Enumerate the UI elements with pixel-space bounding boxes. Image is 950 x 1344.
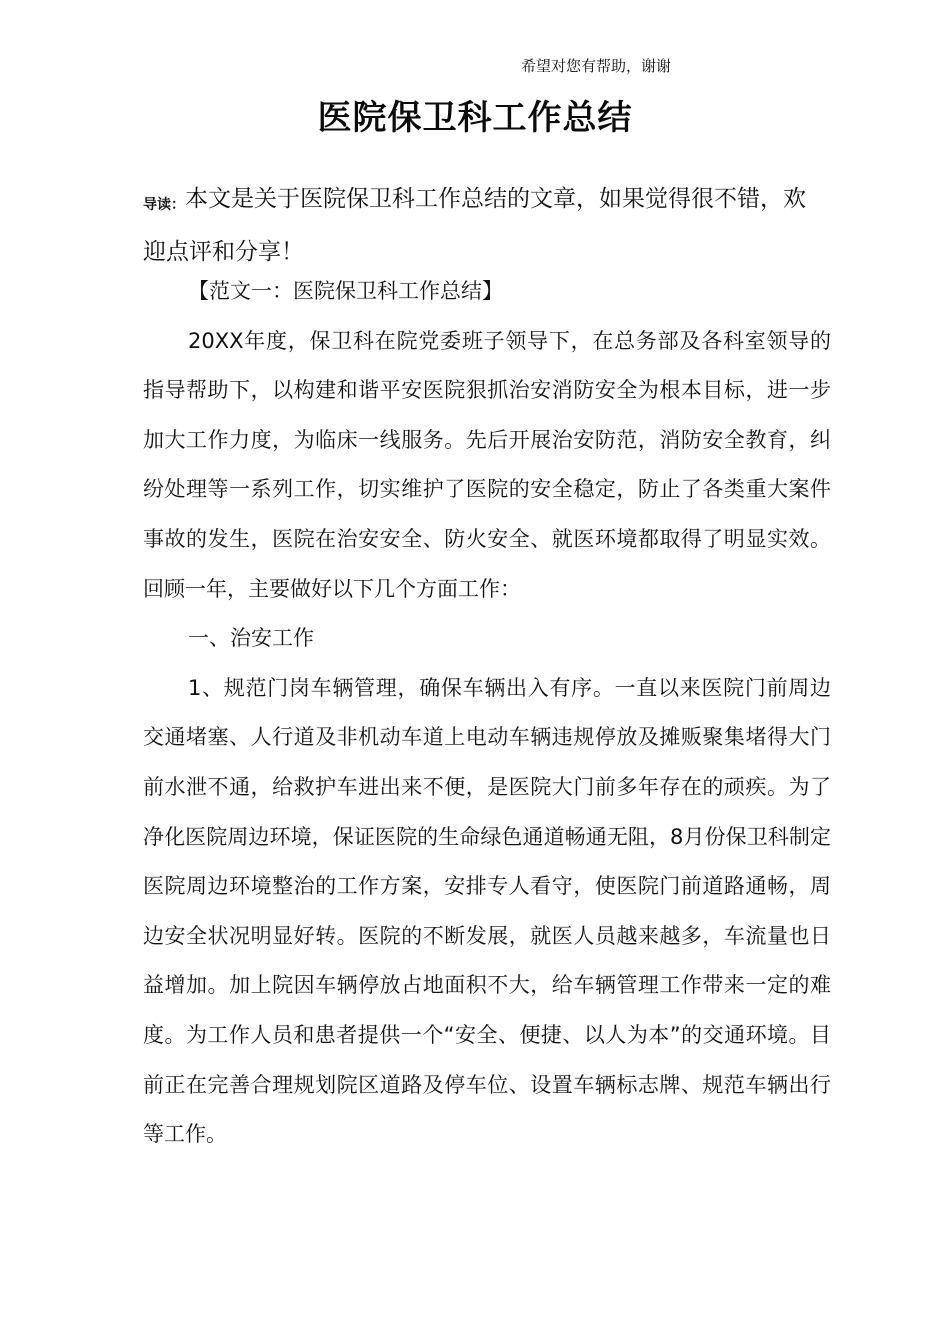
document-title: 医院保卫科工作总结 <box>317 98 633 138</box>
lead-label: 导读： <box>143 197 185 213</box>
sample-heading: 【范文一：医院保卫科工作总结】 <box>188 279 503 303</box>
document-body <box>143 267 831 1160</box>
section-heading-security: 一、治安工作 <box>188 626 314 651</box>
lead-paragraph <box>143 174 823 277</box>
header-note: 希望对您有帮助，谢谢 <box>521 57 672 75</box>
lead-text: 本文是关于医院保卫科工作总结的文章，如果觉得很不错，欢迎点评和分享！ <box>143 186 806 265</box>
intro-paragraph: 20XX年度，保卫科在院党委班子领导下，在总务部及各科室领导的指导帮助下，以构建和谐平安医院狠抓治安消防安全为根本目标，进一步加大工作力度，为临床一线服务。先后开展治安防范，消防安全教育，纠纷处理等一系列工作，切实维护了医院的安全稳定，防止了各类重大案件事故的发生，医院在治安安全、防火安全、就医环境都取得了明显实效。回顾一年，主要做好以下几个方面工作： <box>143 328 831 601</box>
vehicle-management-paragraph: 1、规范门岗车辆管理，确保车辆出入有序。一直以来医院门前周边交通堵塞、人行道及非机动车道上电动车辆违规停放及摊贩聚集堵得大门前水泄不通，给救护车进出来不便，是医院大门前多年存在的顽疾。为了净化医院周边环境，保证医院的生命绿色通道畅通无阻，8月份保卫科制定医院周边环境整治的工作方案，安排专人看守，使医院门前道路通畅，周边安全状况明显好转。医院的不断发展，就医人员越来越多，车流量也日益增加。加上院因车辆停放占地面积不大，给车辆管理工作带来一定的难度。为工作人员和患者提供一个“安全、便捷、以人为本”的交通环境。目前正在完善合理规划院区道路及停车位、设置车辆标志牌、规范车辆出行等工作。 <box>143 675 831 1147</box>
